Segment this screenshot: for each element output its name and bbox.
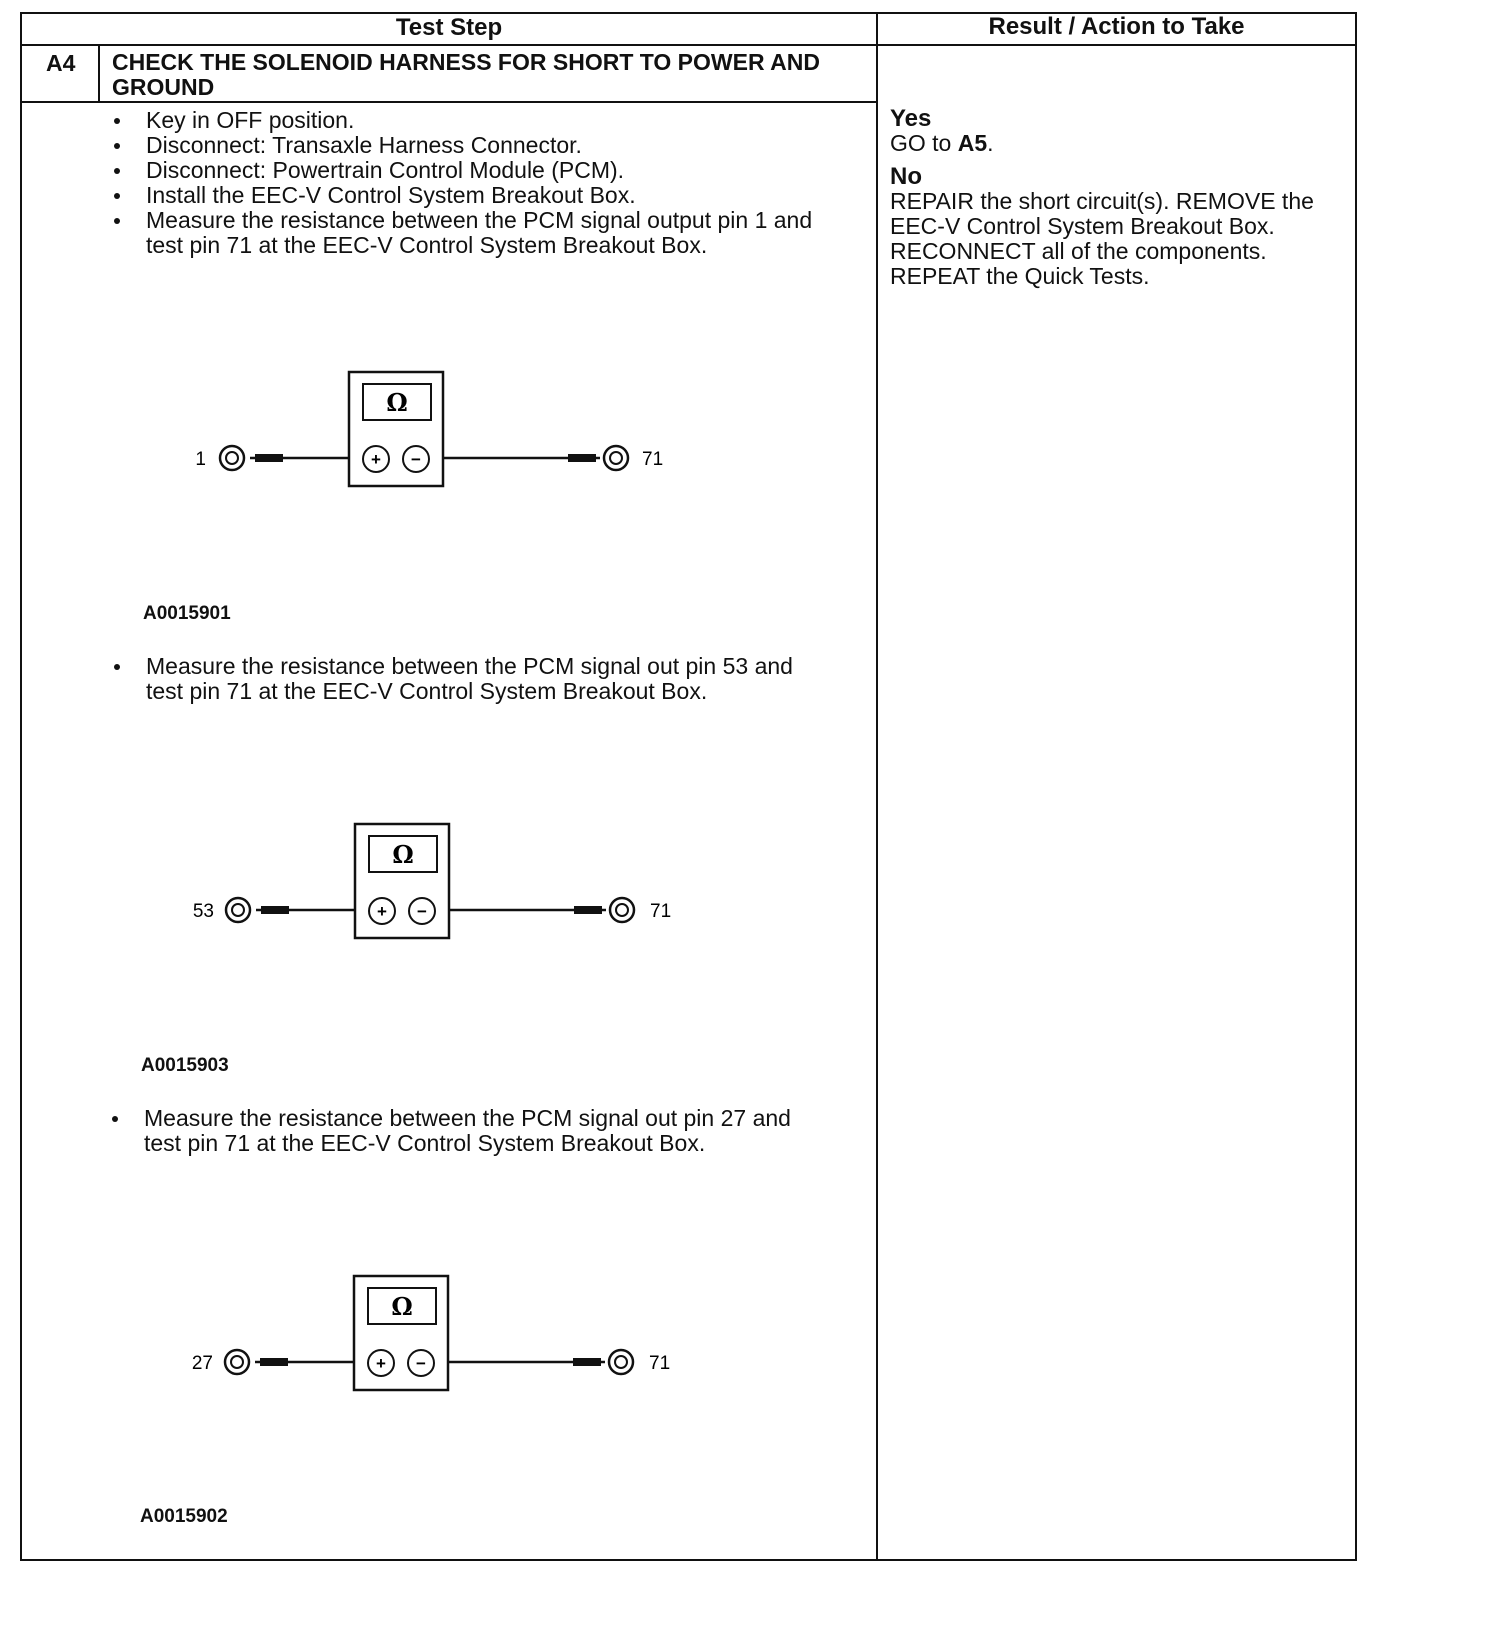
ohmmeter-diagram-3	[185, 1264, 705, 1404]
header-divider	[20, 44, 1357, 46]
pin-connector-icon	[604, 446, 628, 470]
header-test-step: Test Step	[395, 14, 503, 41]
list-item: Measure the resistance between the PCM signal out pin 53 and test pin 71 at the EEC-V Control System Breakout Box.	[106, 654, 836, 704]
svg-text:−: −	[417, 902, 427, 921]
left-pin-label: 53	[192, 901, 214, 922]
svg-text:−: −	[416, 1354, 426, 1373]
pin-connector-icon	[226, 898, 250, 922]
result-actions	[890, 106, 1346, 289]
figure-code: A0015903	[141, 1055, 229, 1076]
pin-connector-icon	[610, 898, 634, 922]
column-divider	[876, 12, 878, 1561]
right-pin-label: 71	[650, 901, 672, 922]
pin-connector-icon	[609, 1350, 633, 1374]
step-id-divider	[98, 45, 100, 102]
svg-text:+: +	[371, 450, 381, 469]
result-no-text: REPAIR the short circuit(s). REMOVE the EEC-V Control System Breakout Box. RECONNECT all of the components. REPEAT the Quick Tests.	[890, 188, 1314, 289]
list-item: Measure the resistance between the PCM signal output pin 1 and test pin 71 at the EEC-V Control System Breakout Box.	[106, 208, 822, 258]
step-instructions	[106, 654, 836, 704]
result-no-label: No	[890, 163, 922, 190]
list-item: Key in OFF position.	[106, 108, 822, 133]
header-result-action: Result / Action to Take	[988, 13, 1245, 40]
meter-symbol: Ω	[391, 1292, 413, 1321]
result-yes-label: Yes	[890, 105, 932, 132]
pin-connector-icon	[225, 1350, 249, 1374]
list-item: Install the EEC-V Control System Breakout Box.	[106, 183, 822, 208]
ohmmeter-diagram-2	[186, 812, 706, 952]
svg-text:−: −	[411, 450, 421, 469]
pin-connector-icon	[220, 446, 244, 470]
list-item: Measure the resistance between the PCM signal out pin 27 and test pin 71 at the EEC-V Control System Breakout Box.	[104, 1106, 834, 1156]
right-pin-label: 71	[649, 1353, 671, 1374]
step-title: CHECK THE SOLENOID HARNESS FOR SHORT TO POWER AND GROUND	[112, 49, 820, 100]
step-instructions	[104, 1106, 834, 1156]
svg-text:+: +	[376, 1354, 386, 1373]
meter-symbol: Ω	[392, 840, 414, 869]
step-title-divider	[20, 101, 877, 103]
figure-code: A0015902	[140, 1506, 228, 1527]
figure-code: A0015901	[143, 603, 231, 624]
result-yes-text: GO to A5.	[890, 130, 994, 156]
left-pin-label: 27	[191, 1353, 213, 1374]
step-link: A5	[957, 130, 988, 156]
ohmmeter-diagram-1	[180, 360, 700, 500]
list-item: Disconnect: Transaxle Harness Connector.	[106, 133, 822, 158]
step-instructions	[106, 108, 822, 258]
meter-symbol: Ω	[386, 388, 408, 417]
step-id: A4	[46, 50, 76, 76]
svg-text:+: +	[377, 902, 387, 921]
list-item: Disconnect: Powertrain Control Module (PCM).	[106, 158, 822, 183]
left-pin-label: 1	[195, 449, 206, 470]
right-pin-label: 71	[642, 449, 664, 470]
